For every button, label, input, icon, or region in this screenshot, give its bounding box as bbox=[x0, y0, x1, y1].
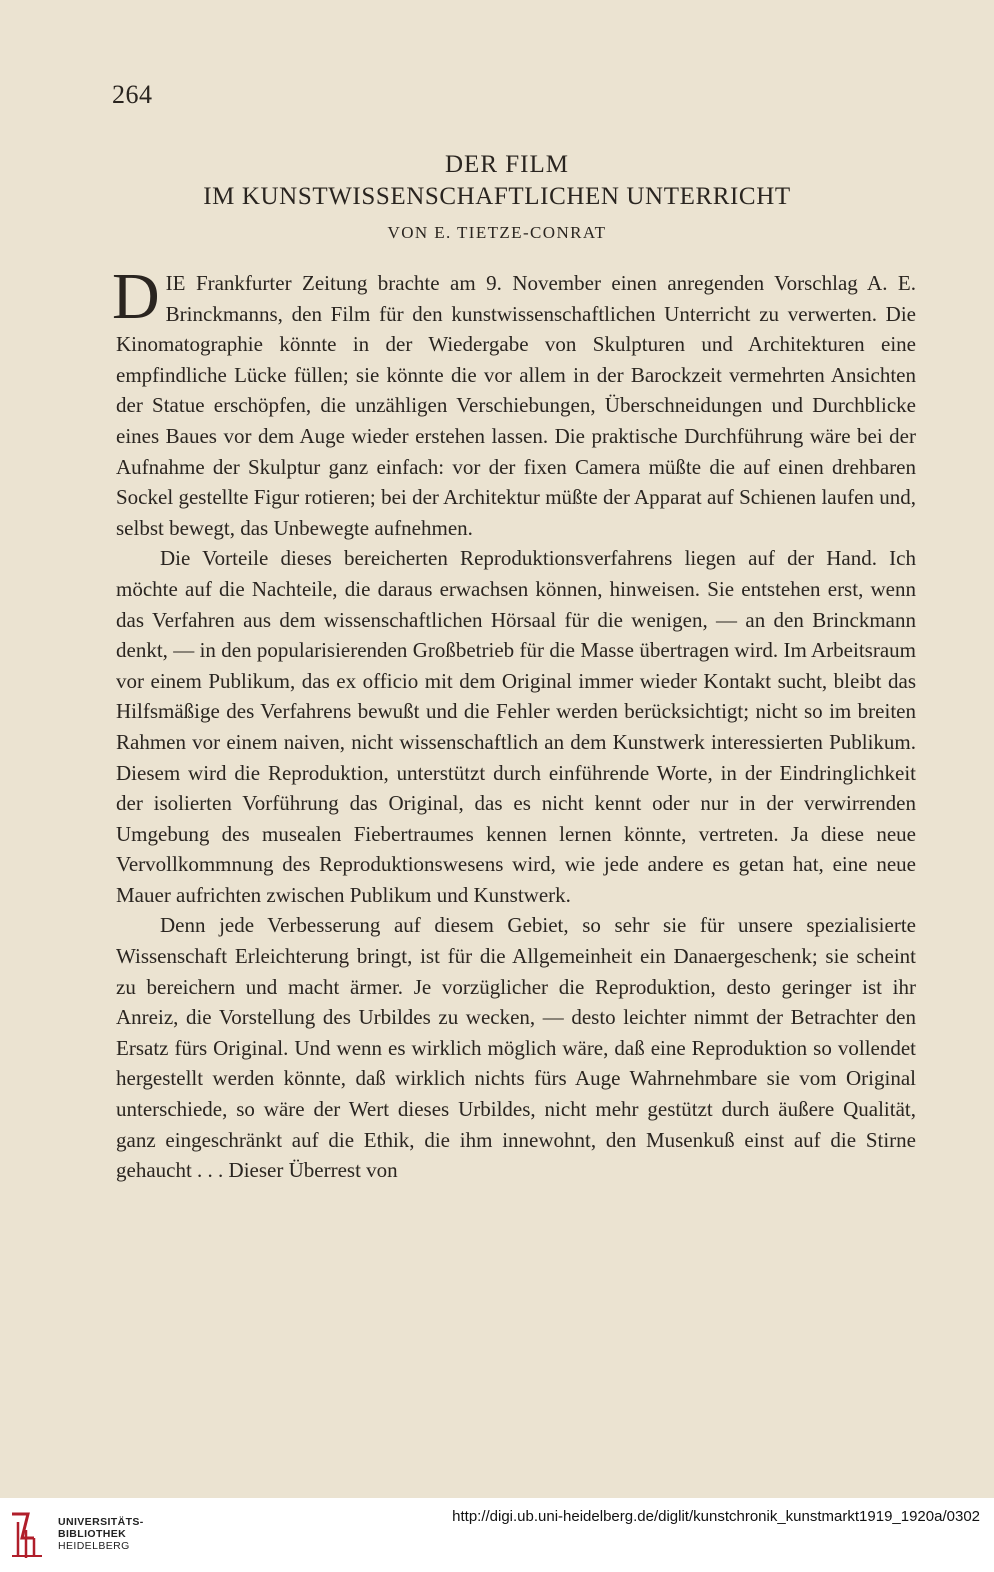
paragraph-2: Die Vorteile dieses bereicherten Reproduktionsverfahrens liegen auf der Hand. Ich möchte auf die Nachteile, die daraus erwachsen können, hinweisen. Sie entstehen erst, wenn das Verfahren aus dem wissenschaftlichen Hörsaal für die wenigen, — an den Brinckmann denkt, — in den popularisierenden Großbetrieb für die Masse übertragen wird. Im Arbeitsraum vor einem Publikum, das ex officio mit dem Original immer wieder Kontakt sucht, bleibt das Hilfsmäßige des Verfahrens bewußt und die Fehler werden berücksichtigt; nicht so im breiten Rahmen vor einem naiven, nicht wissenschaftlich an dem Kunstwerk interessierten Publikum. Diesem wird die Reproduktion, unterstützt durch einführende Worte, in der Eindringlichkeit der isolierten Vorführung das Original, das es nicht kennt oder nur in der verwirrenden Umgebung des musealen Fiebertraumes kennen lernen könnte, vertreten. Ja diese neue Vervollkommnung des Reproduktionswesens wird, wie jede andere es getan hat, eine neue Mauer aufrichten zwischen Publikum und Kunstwerk. bbox=[116, 546, 916, 907]
digitization-footer bbox=[0, 1498, 994, 1572]
article-title-block bbox=[0, 150, 994, 248]
article-author: VON E. TIETZE-CONRAT bbox=[387, 223, 607, 242]
paragraph-1 bbox=[112, 260, 916, 543]
page-number: 264 bbox=[112, 80, 153, 109]
university-library-logo-icon bbox=[8, 1508, 48, 1562]
paragraph-1-text: IE Frankfurter Zeitung brachte am 9. November einen anregenden Vorschlag A. E. Brinckmanns, den Film für den kunstwissenschaftlichen Unterricht zu verwerten. Die Kinomatographie könnte in der Wiedergabe von Skulpturen und Architekturen eine empfindliche Lücke füllen; sie könnte die vor allem in der Barockzeit vermehrten Ansichten der Statue erschöpfen, die unzähligen Verschiebungen, Überschneidungen und Durchblicke eines Baues vor dem Auge wieder erstehen lassen. Die praktische Durchführung wäre bei der Aufnahme der Skulptur ganz einfach: vor der fixen Camera müßte die auf einen drehbaren Sockel gestellte Figur rotieren; bei der Architektur müßte der Apparat auf Schienen laufen und, selbst bewegt, das Unbewegte aufnehmen. bbox=[116, 271, 916, 540]
paragraph-3: Denn jede Verbesserung auf diesem Gebiet, so sehr sie für unsere spezialisierte Wissenschaft Erleichterung bringt, ist für die Allgemeinheit ein Danaergeschenk; sie scheint zu bereichern und macht ärmer. Je vorzüglicher die Reproduktion, desto geringer ist ihr Anreiz, die Vorstellung des Urbildes zu wecken, — desto leichter nimmt der Betrachter den Ersatz fürs Original. Und wenn es wirklich möglich wäre, daß eine Reproduktion so vollendet hergestellt werden könnte, daß wirklich nichts fürs Auge Wahrnehmbare sie vom Original unterschiede, so wäre der Wert dieses Urbildes, nicht mehr gestützt durch äußere Qualität, ganz eingeschränkt auf die Ethik, die ihm innewohnt, den Musenkuß einst auf die Stirne gehaucht . . . Dieser Überrest von bbox=[116, 913, 916, 1183]
library-name-line1: UNIVERSITÄTS- bbox=[58, 1516, 144, 1528]
source-url-link[interactable]: http://digi.ub.uni-heidelberg.de/diglit/kunstchronik_kunstmarkt1919_1920a/0302 bbox=[452, 1508, 980, 1525]
article-body bbox=[112, 260, 916, 1186]
library-name bbox=[58, 1516, 144, 1552]
library-name-line3: HEIDELBERG bbox=[58, 1540, 130, 1552]
library-name-line2: BIBLIOTHEK bbox=[58, 1528, 127, 1540]
article-title-line1: DER FILM bbox=[445, 151, 569, 178]
article-title-line2: IM KUNSTWISSENSCHAFTLICHEN UNTERRICHT bbox=[203, 183, 791, 210]
drop-cap: D bbox=[112, 260, 160, 333]
